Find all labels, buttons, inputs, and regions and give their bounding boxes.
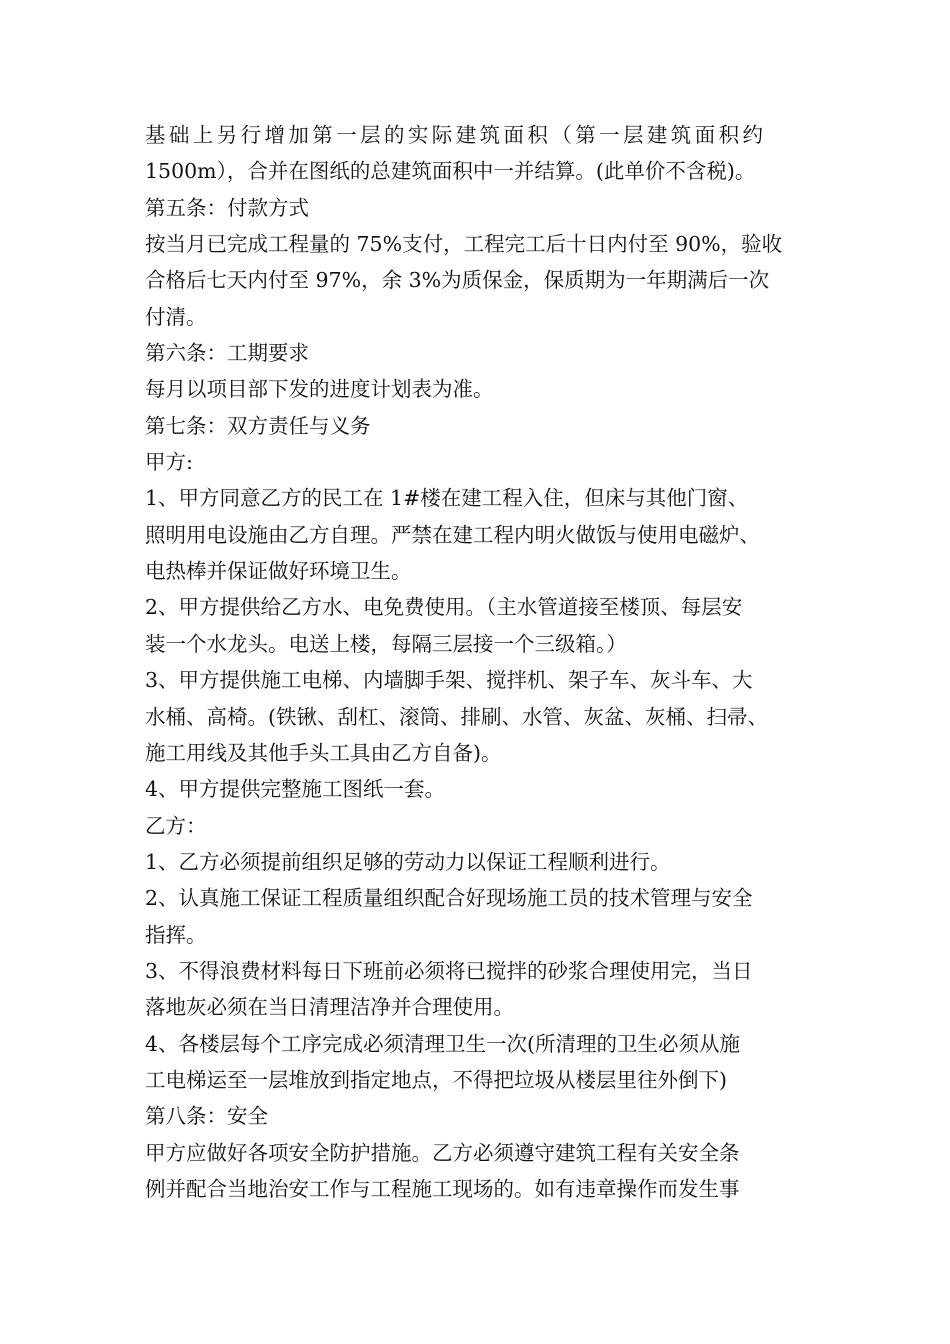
text-line: 3、甲方提供施工电梯、内墙脚手架、搅拌机、架子车、灰斗车、大 bbox=[145, 668, 753, 693]
section-heading: 第六条：工期要求 bbox=[145, 341, 309, 366]
text-line: 落地灰必须在当日清理洁净并合理使用。 bbox=[145, 995, 514, 1020]
text-line: 基础上另行增加第一层的实际建筑面积（第一层建筑面积约 bbox=[145, 123, 767, 147]
section-heading: 第八条：安全 bbox=[145, 1104, 268, 1129]
text-line: 甲方应做好各项安全防护措施。乙方必须遵守建筑工程有关安全条 bbox=[145, 1140, 740, 1165]
text-line: 按当月已完成工程量的 75%支付，工程完工后十日内付至 90%，验收 bbox=[145, 232, 783, 257]
text-line: 付清。 bbox=[145, 304, 207, 329]
text-line: 指挥。 bbox=[145, 922, 207, 947]
text-line: 工电梯运至一层堆放到指定地点，不得把垃圾从楼层里往外倒下) bbox=[145, 1067, 727, 1092]
text-line: 合格后七天内付至 97%，余 3%为质保金，保质期为一年期满后一次 bbox=[145, 268, 770, 293]
section-heading: 第七条：双方责任与义务 bbox=[145, 413, 371, 438]
text-line: 2、认真施工保证工程质量组织配合好现场施工员的技术管理与安全 bbox=[145, 886, 753, 911]
text-line: 2、甲方提供给乙方水、电免费使用。（主水管道接至楼顶、每层安 bbox=[145, 595, 743, 620]
text-line: 例并配合当地治安工作与工程施工现场的。如有违章操作而发生事 bbox=[145, 1176, 740, 1201]
text-line: 1、乙方必须提前组织足够的劳动力以保证工程顺利进行。 bbox=[145, 849, 671, 874]
text-line: 1500m），合并在图纸的总建筑面积中一并结算。(此单价不含税)。 bbox=[145, 159, 756, 184]
text-line: 每月以项目部下发的进度计划表为准。 bbox=[145, 377, 494, 402]
party-heading: 乙方： bbox=[145, 813, 207, 838]
text-line: 施工用线及其他手头工具由乙方自备)。 bbox=[145, 740, 502, 765]
section-heading: 第五条：付款方式 bbox=[145, 195, 309, 220]
text-line: 4、各楼层每个工序完成必须清理卫生一次(所清理的卫生必须从施 bbox=[145, 1031, 741, 1056]
text-line: 电热棒并保证做好环境卫生。 bbox=[145, 559, 412, 584]
text-line: 3、不得浪费材料每日下班前必须将已搅拌的砂浆合理使用完，当日 bbox=[145, 958, 753, 983]
text-line: 装一个水龙头。电送上楼，每隔三层接一个三级箱。） bbox=[145, 631, 627, 656]
text-line: 水桶、高椅。(铁锹、刮杠、滚筒、排刷、水管、灰盆、灰桶、扫帚、 bbox=[145, 704, 768, 729]
text-line: 1、甲方同意乙方的民工在 1#楼在建工程入住，但床与其他门窗、 bbox=[145, 486, 749, 511]
party-heading: 甲方: bbox=[145, 450, 193, 475]
text-line: 照明用电设施由乙方自理。严禁在建工程内明火做饭与使用电磁炉、 bbox=[145, 522, 760, 547]
text-line: 4、甲方提供完整施工图纸一套。 bbox=[145, 777, 446, 802]
document-body bbox=[145, 117, 825, 1207]
